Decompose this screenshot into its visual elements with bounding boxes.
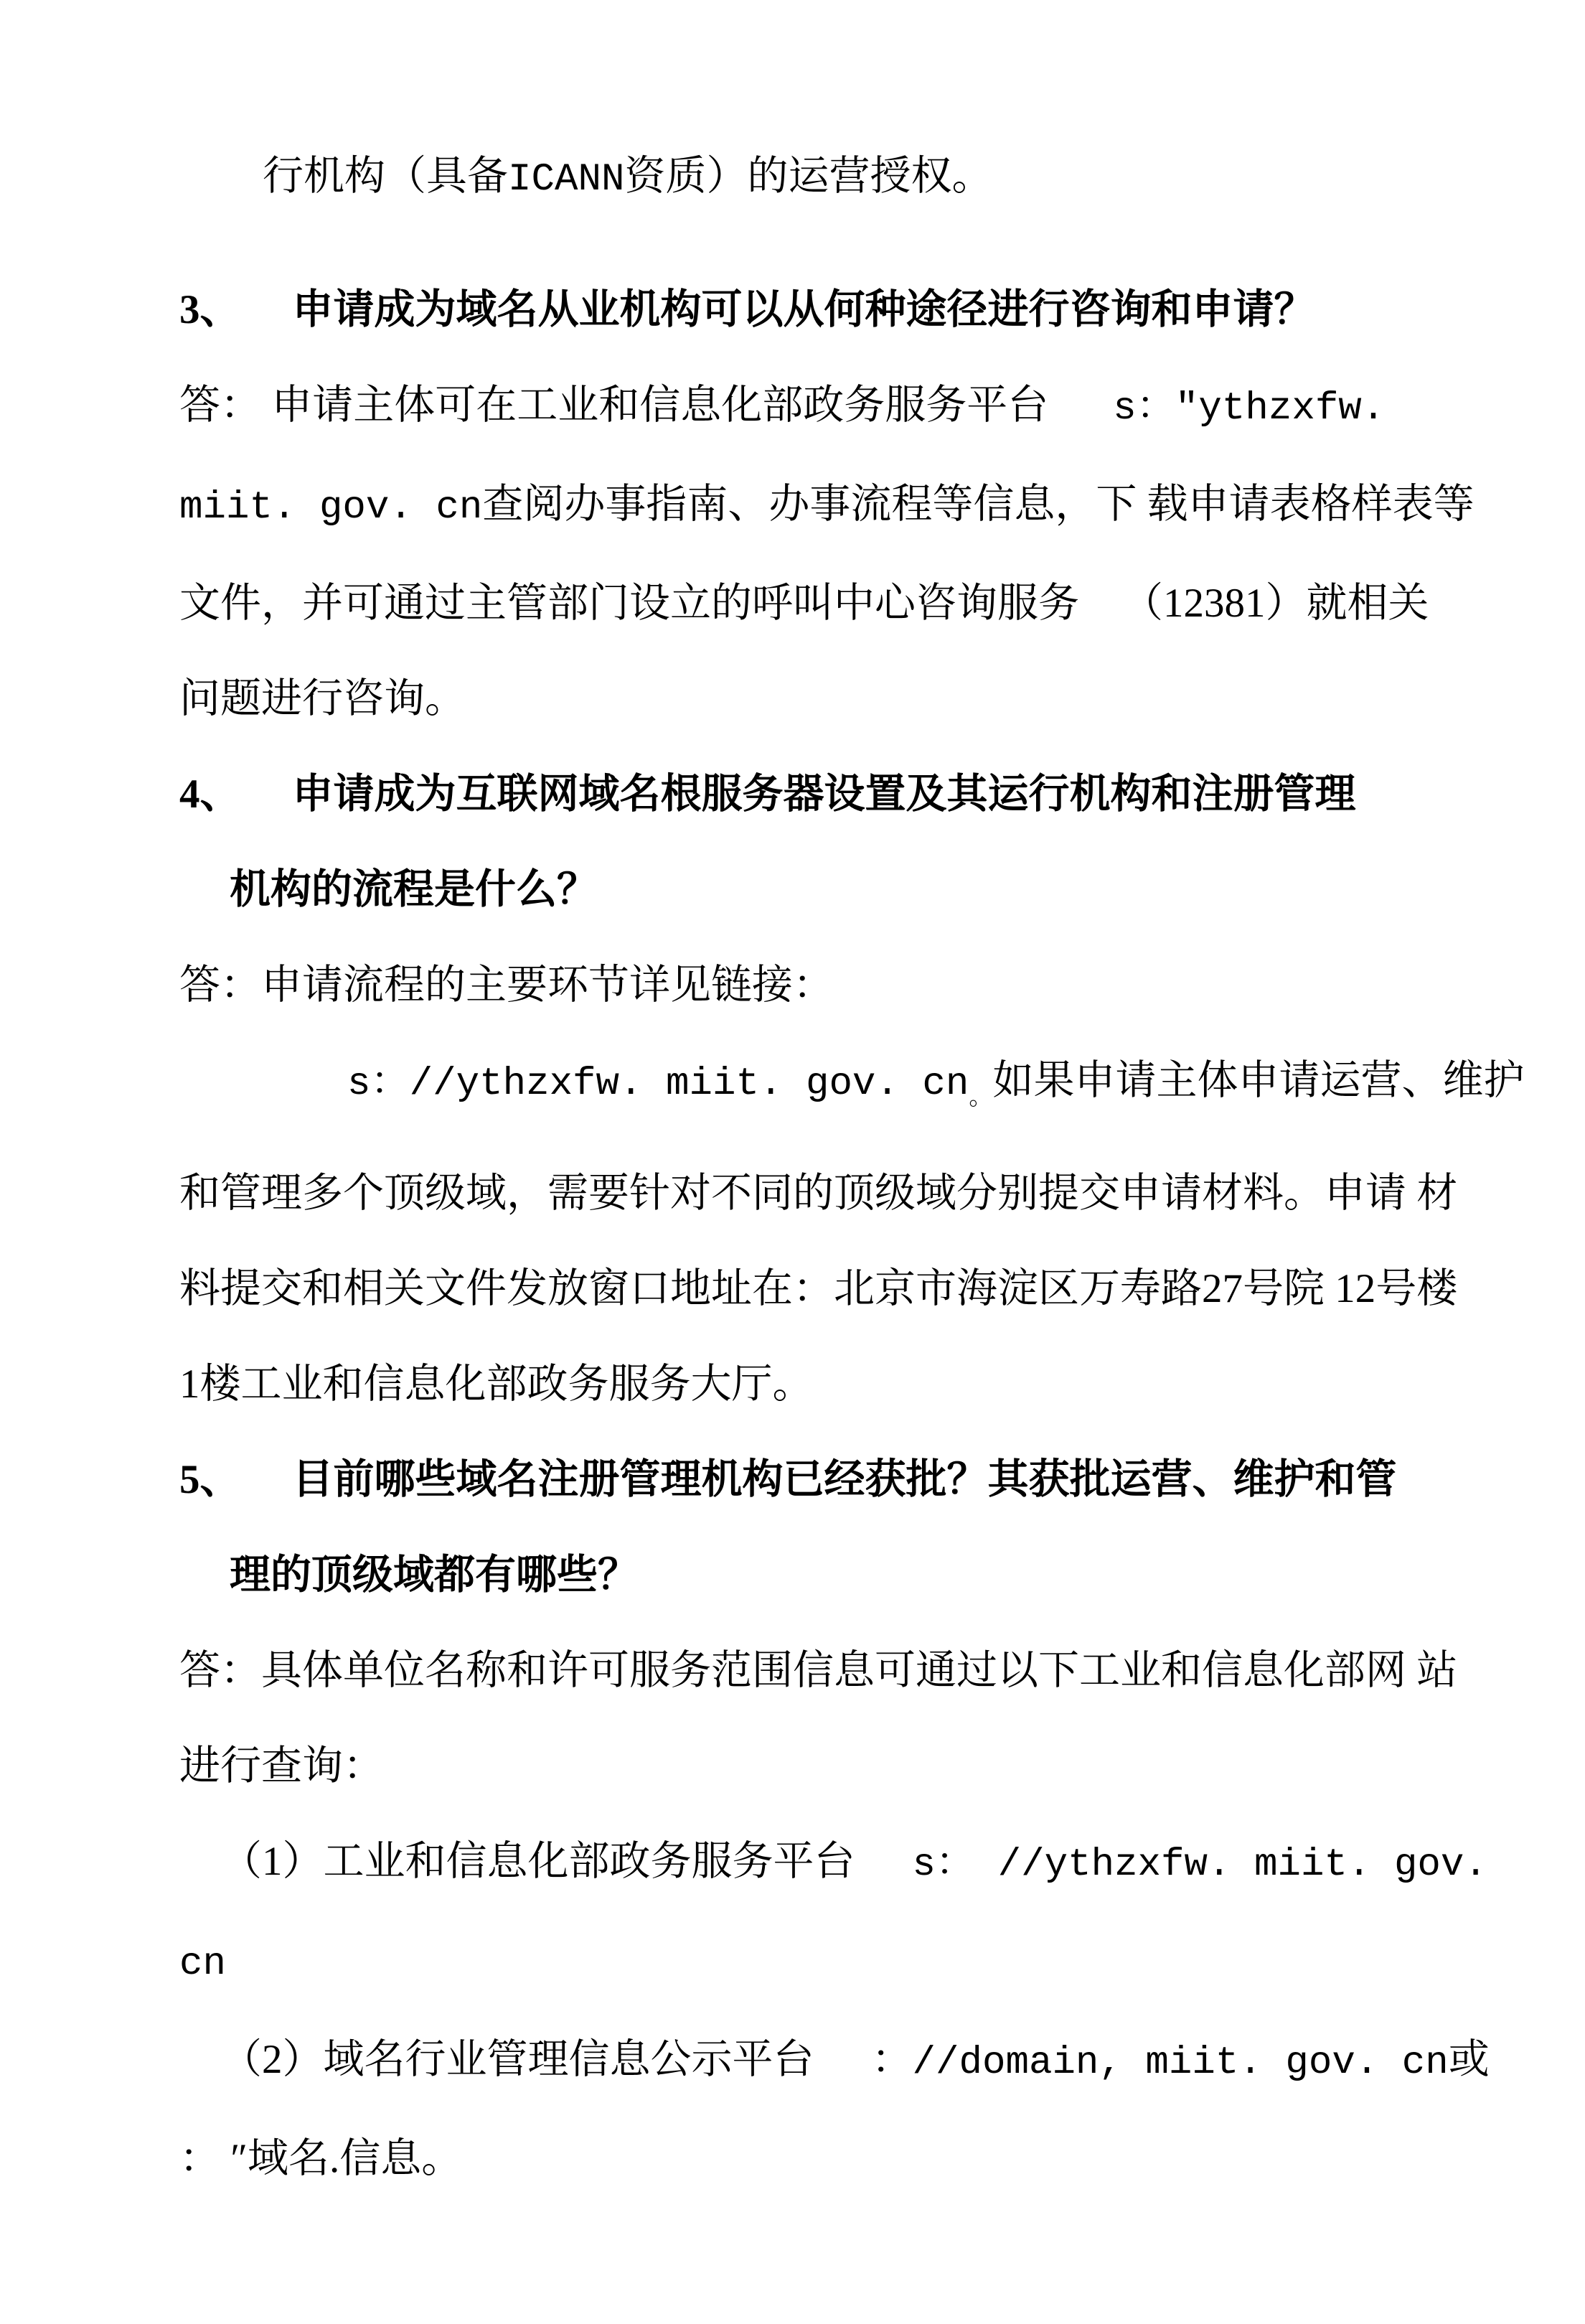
text-segment: （12381）就相关	[1122, 581, 1429, 626]
text-segment: 答： 申请主体可在工业和信息化部政务服务平台	[179, 383, 1049, 428]
question-3-heading	[179, 262, 1427, 357]
text-segment: 文件，并可通过主管部门设立的呼叫中心咨询服务	[179, 581, 1079, 626]
text-segment: 答：具体单位名称和许可服务范围信息可通过以下工业和信息化部网 站	[179, 1647, 1458, 1693]
colon-segment: ：	[871, 2036, 913, 2082]
text-segment: 问题进行咨询。	[179, 676, 466, 721]
text-segment: 和管理多个顶级域，需要针对不同的顶级域分别提交申请材料。申请 材	[179, 1170, 1458, 1216]
answer-5-item-1	[179, 1814, 1487, 1913]
text-segment: 料提交和相关文件发放窗口地址在：北京市海淀区万寿路27号院 12号楼	[179, 1265, 1458, 1311]
subscript-period: 。	[969, 1084, 993, 1110]
text-segment: 如果申请主体申请运营、维护	[992, 1058, 1525, 1103]
answer-2-continuation	[179, 128, 1427, 228]
text-segment: 或	[1448, 2036, 1490, 2082]
url-segment: s： //ythzxfw. miit. gov.	[912, 1842, 1487, 1887]
url-segment: s：//ythzxfw. miit. gov. cn	[347, 1062, 969, 1106]
question-text: 理的顶级域都有哪些？	[230, 1552, 639, 1598]
text-segment: （2）域名行业管理信息公示平台	[221, 2036, 814, 2082]
question-4-heading-line-1	[179, 746, 1427, 842]
text-segment: 1楼工业和信息化部政务服务大厅。	[179, 1361, 814, 1407]
url-segment: s：″ythzxfw.	[1113, 387, 1386, 431]
question-text: 申请成为互联网域名根服务器设置及其运行机构和注册管理	[292, 772, 1356, 817]
question-number: 5、	[179, 1456, 241, 1502]
text-segment: ： ″域名.信息。	[179, 2135, 463, 2181]
question-text: 目前哪些域名注册管理机构已经获批？其获批运营、维护和管	[292, 1456, 1397, 1502]
url-segment: miit. gov. cn	[179, 486, 483, 530]
answer-5-line-2	[179, 1718, 1427, 1814]
answer-3-line-1	[179, 357, 1427, 456]
answer-4-line-3	[179, 1145, 1458, 1241]
answer-4-line-4	[179, 1241, 1458, 1336]
answer-5-line-1	[179, 1623, 1458, 1718]
answer-3-line-3	[179, 556, 1427, 651]
answer-3-line-2	[179, 456, 1475, 556]
text-segment: 行机构（具备	[263, 154, 508, 199]
answer-4-line-1	[179, 937, 1427, 1033]
question-5-heading-line-2	[179, 1527, 1427, 1623]
question-text: 机构的流程是什么？	[230, 867, 598, 912]
text-segment: 查阅办事指南、办事流程等信息，下 载申请表格样表等	[482, 482, 1475, 527]
answer-3-line-4	[179, 651, 1427, 746]
question-4-heading-line-2	[179, 842, 1427, 937]
question-text: 申请成为域名从业机构可以从何种途径进行咨询和申请？	[292, 287, 1315, 332]
answer-5-item-1-continuation	[179, 1913, 1427, 2012]
text-segment: 资质）的运营授权。	[624, 154, 993, 199]
text-segment: 进行查询：	[179, 1743, 384, 1789]
question-5-heading-line-1	[179, 1432, 1427, 1527]
url-segment: cn	[179, 1941, 226, 1986]
latin-segment: ICANN	[508, 158, 625, 202]
answer-4-line-2	[179, 1033, 1525, 1145]
answer-5-item-2-continuation	[179, 2111, 1427, 2206]
text-segment: 答：申请流程的主要环节详见链接：	[179, 962, 834, 1008]
url-segment: //domain, miit. gov. cn	[912, 2040, 1449, 2085]
answer-5-item-2	[179, 2012, 1490, 2111]
text-segment: （1）工业和信息化部政务服务平台	[221, 1838, 855, 1884]
question-number: 3、	[179, 287, 241, 332]
answer-4-line-5	[179, 1336, 1427, 1432]
question-number: 4、	[179, 772, 241, 817]
